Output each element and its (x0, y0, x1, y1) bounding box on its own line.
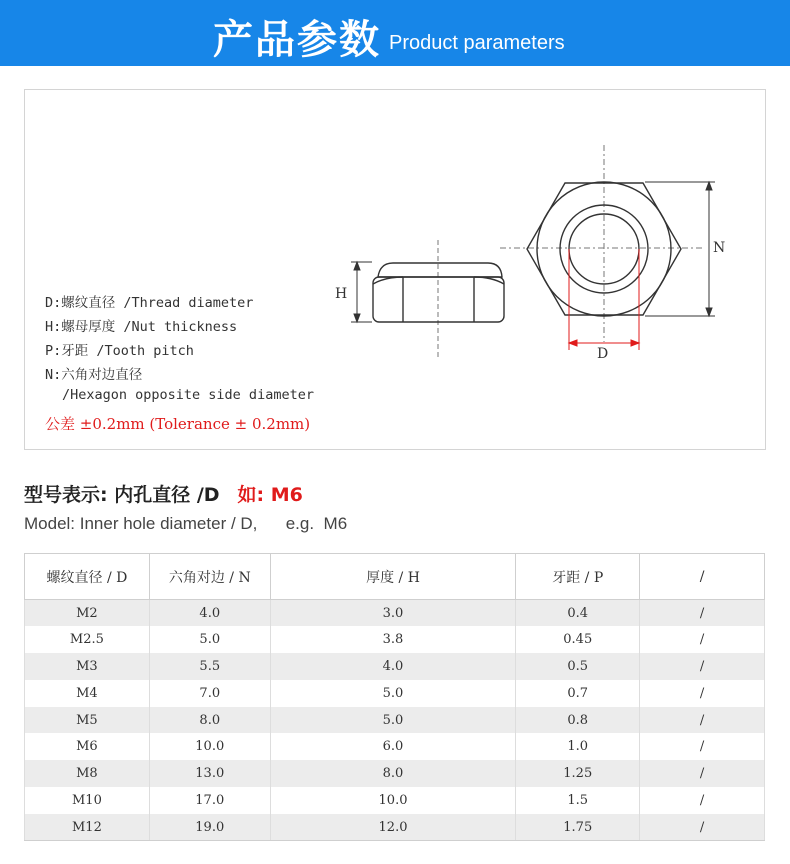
cell-p: 0.8 (516, 707, 640, 734)
label-d: D (597, 346, 609, 362)
cell-n: 4.0 (149, 600, 270, 627)
cell-p: 1.25 (516, 760, 640, 787)
cell-p: 1.75 (516, 814, 640, 841)
legend-tolerance: 公差 ±0.2mm (Tolerance ± 0.2mm) (45, 415, 311, 433)
model-label-cn (24, 480, 303, 507)
cell-p: 0.5 (516, 653, 640, 680)
legend-n-en: /Hexagon opposite side diameter (62, 387, 314, 403)
banner-title-cn: 产品参数 (213, 17, 381, 63)
banner-title-en: Product parameters (389, 32, 565, 54)
label-h: H (335, 286, 348, 302)
header-n: 六角对边 / N (149, 554, 270, 600)
cell-d: M5 (25, 707, 150, 734)
table-row (25, 600, 765, 627)
legend-p: P:牙距 /Tooth pitch (45, 343, 194, 359)
cell-h: 10.0 (270, 787, 516, 814)
table-row (25, 626, 765, 653)
model-label-en: Model: Inner hole diameter / D, e.g. M6 (24, 514, 348, 533)
cell-n: 10.0 (149, 733, 270, 760)
legend-n: N:六角对边直径 (45, 367, 143, 383)
cell-h: 8.0 (270, 760, 516, 787)
cell-extra: / (640, 814, 765, 841)
h-dimension (351, 262, 372, 322)
cell-extra: / (640, 626, 765, 653)
cell-d: M4 (25, 680, 150, 707)
cell-h: 3.8 (270, 626, 516, 653)
cell-extra: / (640, 680, 765, 707)
table-row (25, 733, 765, 760)
spec-table (24, 553, 765, 841)
cell-p: 0.45 (516, 626, 640, 653)
cell-p: 0.4 (516, 600, 640, 627)
label-n: N (713, 240, 726, 256)
cell-h: 4.0 (270, 653, 516, 680)
cell-n: 5.0 (149, 626, 270, 653)
model-example: 如: M6 (237, 484, 303, 506)
cell-d: M2 (25, 600, 150, 627)
cell-extra: / (640, 733, 765, 760)
table-row (25, 814, 765, 841)
cell-d: M2.5 (25, 626, 150, 653)
cell-n: 19.0 (149, 814, 270, 841)
header-extra: / (640, 554, 765, 600)
cell-d: M6 (25, 733, 150, 760)
cell-n: 17.0 (149, 787, 270, 814)
header-h: 厚度 / H (270, 554, 516, 600)
cell-d: M3 (25, 653, 150, 680)
cell-h: 3.0 (270, 600, 516, 627)
model-label-text: 型号表示: 内孔直径 /D (24, 484, 220, 506)
cell-h: 5.0 (270, 707, 516, 734)
cell-n: 7.0 (149, 680, 270, 707)
cell-h: 6.0 (270, 733, 516, 760)
cell-p: 1.5 (516, 787, 640, 814)
cell-extra: / (640, 787, 765, 814)
cell-n: 13.0 (149, 760, 270, 787)
n-dimension (645, 182, 715, 316)
cell-d: M8 (25, 760, 150, 787)
header-p: 牙距 / P (516, 554, 640, 600)
cell-d: M10 (25, 787, 150, 814)
legend-d: D:螺纹直径 /Thread diameter (45, 295, 254, 311)
cell-extra: / (640, 653, 765, 680)
header-d: 螺纹直径 / D (25, 554, 150, 600)
cell-extra: / (640, 760, 765, 787)
table-row (25, 707, 765, 734)
cell-n: 5.5 (149, 653, 270, 680)
cell-p: 1.0 (516, 733, 640, 760)
cell-h: 5.0 (270, 680, 516, 707)
table-header-row (25, 554, 765, 600)
cell-extra: / (640, 707, 765, 734)
cell-d: M12 (25, 814, 150, 841)
legend-h: H:螺母厚度 /Nut thickness (45, 319, 238, 335)
cell-extra: / (640, 600, 765, 627)
cell-p: 0.7 (516, 680, 640, 707)
cell-n: 8.0 (149, 707, 270, 734)
table-row (25, 787, 765, 814)
table-row (25, 680, 765, 707)
table-row (25, 760, 765, 787)
table-row (25, 653, 765, 680)
cell-h: 12.0 (270, 814, 516, 841)
